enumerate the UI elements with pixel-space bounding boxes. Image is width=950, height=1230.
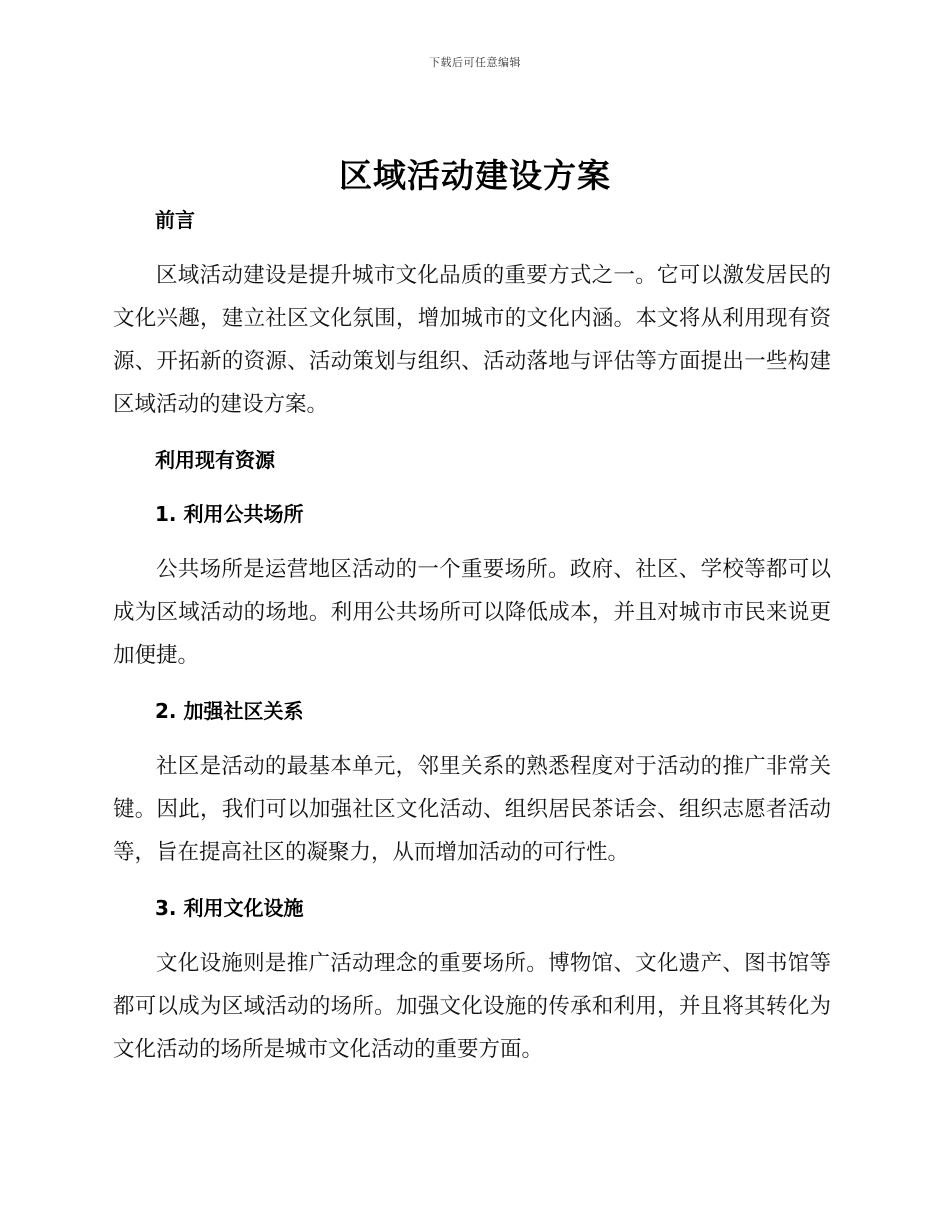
section-paragraph-cultural-facilities: 文化设施则是推广活动理念的重要场所。博物馆、文化遗产、图书馆等都可以成为区域活动的场所。加强文化设施的传承和利用，并且将其转化为文化活动的场所是城市文化活动的重要方面。: [113, 951, 831, 1062]
section-heading-cultural-facilities: 3. 利用文化设施: [155, 896, 304, 920]
document-title: 区域活动建设方案: [339, 156, 611, 195]
section-heading-preface: 前言: [155, 208, 195, 232]
section-heading-community-relations: 2. 加强社区关系: [155, 699, 304, 723]
section-heading-public-places: 1. 利用公共场所: [155, 502, 304, 526]
section-paragraph-community-relations: 社区是活动的最基本单元，邻里关系的熟悉程度对于活动的推广非常关键。因此，我们可以加强社区文化活动、组织居民茶话会、组织志愿者活动等，旨在提高社区的凝聚力，从而增加活动的可行性。: [113, 754, 831, 865]
page-header-note: 下载后可任意编辑: [429, 56, 521, 69]
document-body: [113, 200, 831, 1071]
section-paragraph-public-places: 公共场所是运营地区活动的一个重要场所。政府、社区、学校等都可以成为区域活动的场地。利用公共场所可以降低成本，并且对城市市民来说更加便捷。: [113, 557, 831, 668]
section-paragraph-preface: 区域活动建设是提升城市文化品质的重要方式之一。它可以激发居民的文化兴趣，建立社区文化氛围，增加城市的文化内涵。本文将从利用现有资源、开拓新的资源、活动策划与组织、活动落地与评估等方面提出一些构建区域活动的建设方案。: [113, 263, 831, 417]
section-heading-existing-resources: 利用现有资源: [155, 448, 275, 472]
